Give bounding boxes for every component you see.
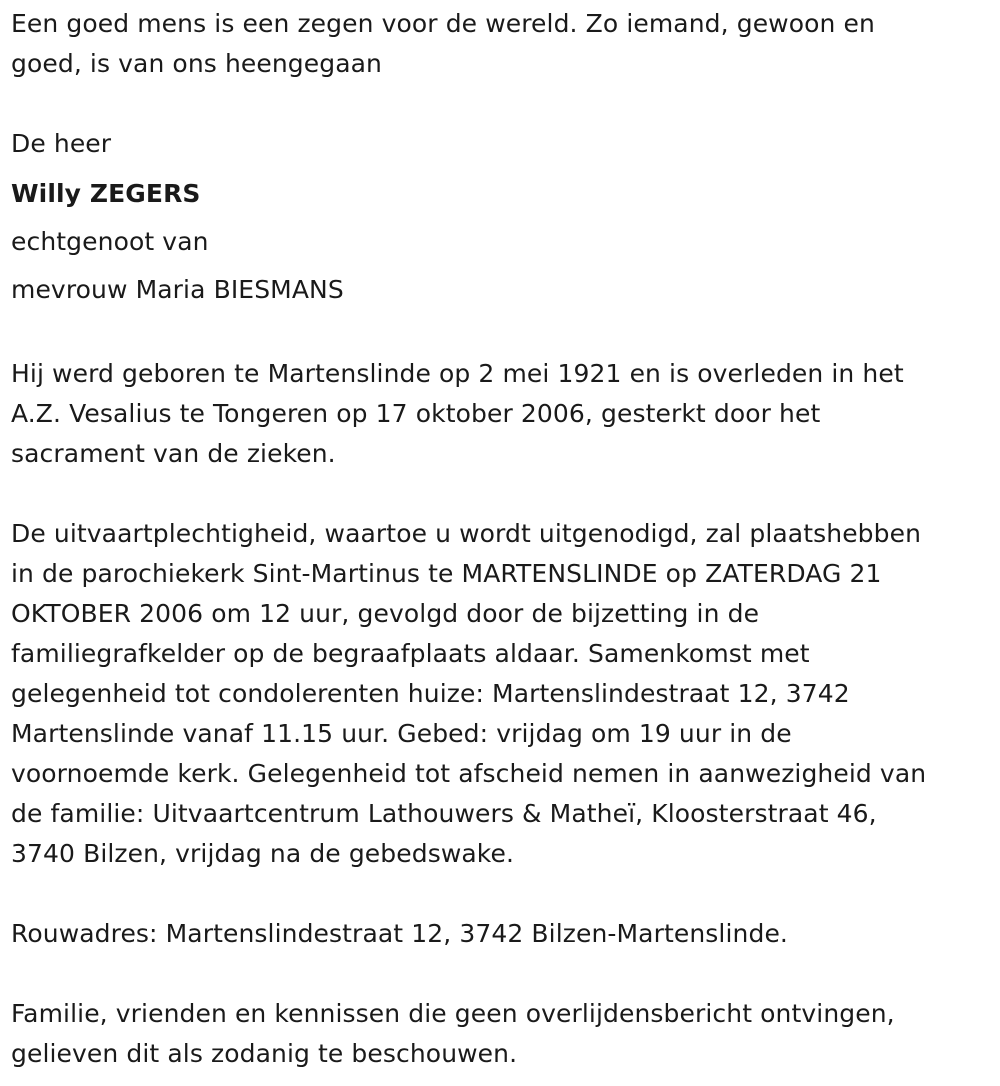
birth-death-paragraph: Hij werd geboren te Martenslinde op 2 mei 1921 en is overleden in het A.Z. Vesalius te Tongeren op 17 oktober 2006, gesterkt door het sacrament van de zieken. — [11, 359, 904, 468]
funeral-paragraph: De uitvaartplechtigheid, waartoe u wordt uitgenodigd, zal plaatshebben in de parochiekerk Sint-Martinus te MARTENSLINDE op ZATERDAG 21 OKTOBER 2006 om 12 uur, gevolgd door de bijzetting in de familiegrafkelder op de begraafplaats aldaar. Samenkomst met gelegenheid tot condolerenten huize: Martenslindestraat 12, 3742 Martenslinde vanaf 11.15 uur. Gebed: vrijdag om 19 uur in de voornoemde kerk. Gelegenheid tot afscheid nemen in aanwezigheid van de familie: Uitvaartcentrum Lathouwers & Matheï, Kloosterstraat 46, 3740 Bilzen, vrijdag na de gebedswake. — [11, 519, 927, 868]
spouse-name: mevrouw Maria BIESMANS — [11, 275, 344, 304]
intro-text: Een goed mens is een zegen voor de wereld. Zo iemand, gewoon en goed, is van ons heengegaan — [11, 9, 875, 78]
spacer — [11, 874, 986, 914]
spacer — [11, 314, 986, 354]
name-block — [11, 124, 986, 314]
spacer — [11, 954, 986, 994]
obituary-notice — [11, 4, 986, 1074]
closing-paragraph: Familie, vrienden en kennissen die geen overlijdensbericht ontvingen, gelieven dit als zodanig te beschouwen. — [11, 999, 895, 1068]
deceased-name: Willy ZEGERS — [11, 179, 201, 208]
mourning-address: Rouwadres: Martenslindestraat 12, 3742 Bilzen-Martenslinde. — [11, 919, 788, 948]
spacer — [11, 474, 986, 514]
relation-text: echtgenoot van — [11, 227, 209, 256]
title-prefix: De heer — [11, 129, 112, 158]
spacer — [11, 84, 986, 124]
